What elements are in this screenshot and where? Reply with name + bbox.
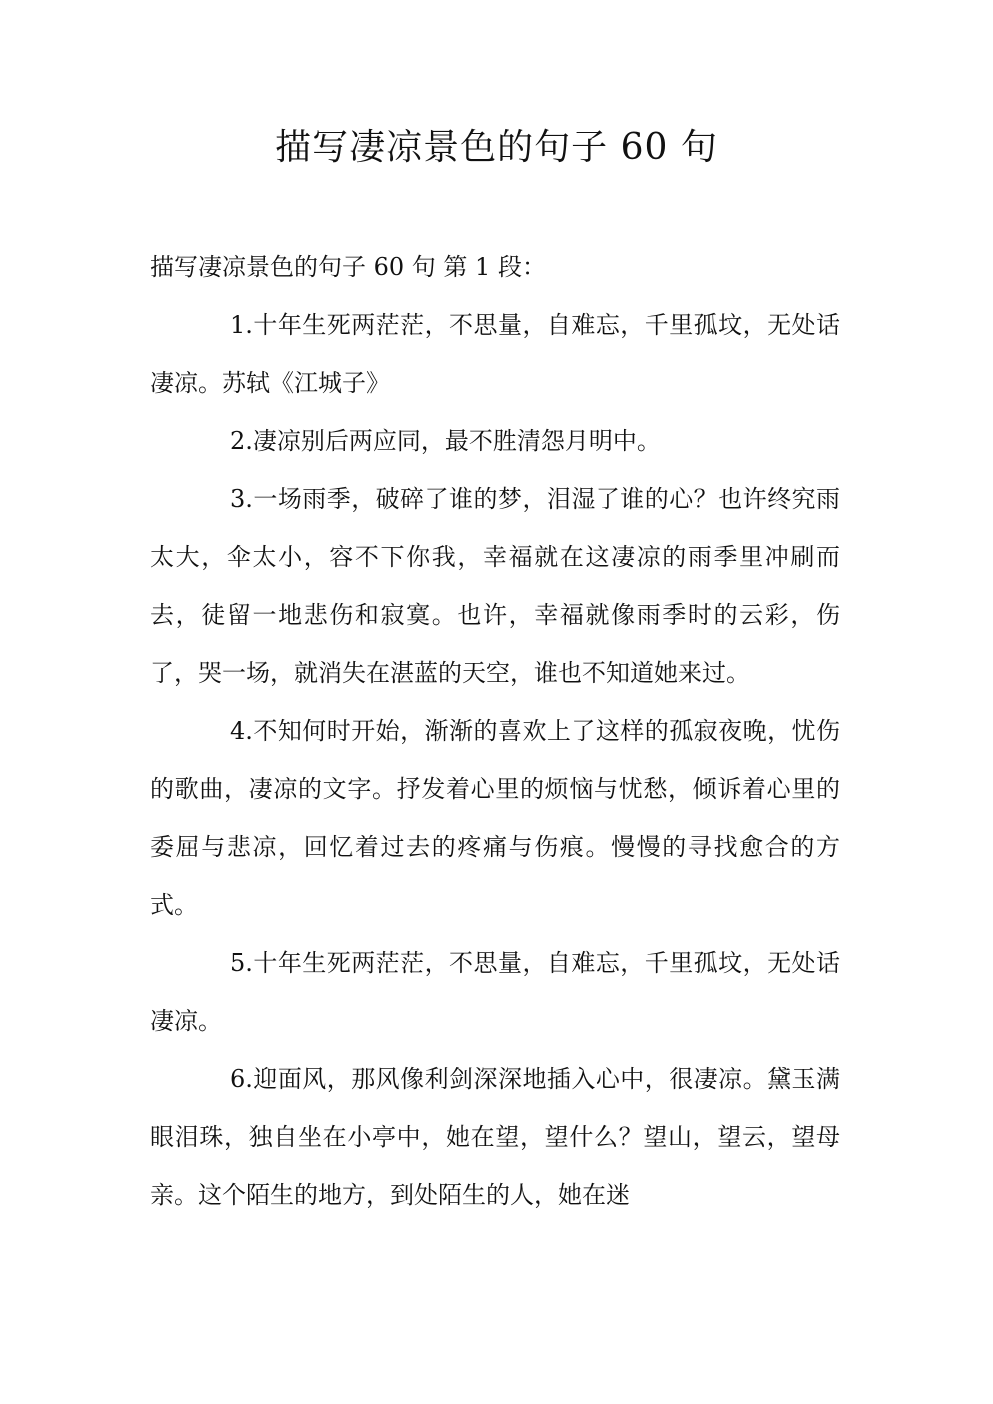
paragraph-4: 4.不知何时开始，渐渐的喜欢上了这样的孤寂夜晚，忧伤的歌曲，凄凉的文字。抒发着心里的烦恼与忧愁，倾诉着心里的委屈与悲凉，回忆着过去的疼痛与伤痕。慢慢的寻找愈合的方式。 bbox=[150, 717, 840, 919]
paragraph-6: 6.迎面风，那风像利剑深深地插入心中，很凄凉。黛玉满眼泪珠，独自坐在小亭中，她在望，望什么？望山，望云，望母亲。这个陌生的地方，到处陌生的人，她在迷 bbox=[150, 1065, 840, 1209]
paragraph-5: 5.十年生死两茫茫，不思量，自难忘，千里孤坟，无处话凄凉。 bbox=[150, 949, 840, 1035]
document-title: 描写凄凉景色的句子 60 句 bbox=[275, 127, 718, 168]
document-body bbox=[150, 238, 840, 1224]
paragraph-2: 2.凄凉别后两应同，最不胜清怨月明中。 bbox=[230, 427, 661, 455]
paragraph-3: 3.一场雨季，破碎了谁的梦，泪湿了谁的心？也许终究雨太大，伞太小，容不下你我，幸福就在这凄凉的雨季里冲刷而去，徒留一地悲伤和寂寞。也许，幸福就像雨季时的云彩，伤了，哭一场，就消失在湛蓝的天空，谁也不知道她来过。 bbox=[150, 485, 840, 687]
paragraph-1: 1.十年生死两茫茫，不思量，自难忘，千里孤坟，无处话凄凉。苏轼《江城子》 bbox=[150, 311, 840, 397]
section-heading: 描写凄凉景色的句子 60 句 第 1 段： bbox=[150, 253, 546, 281]
